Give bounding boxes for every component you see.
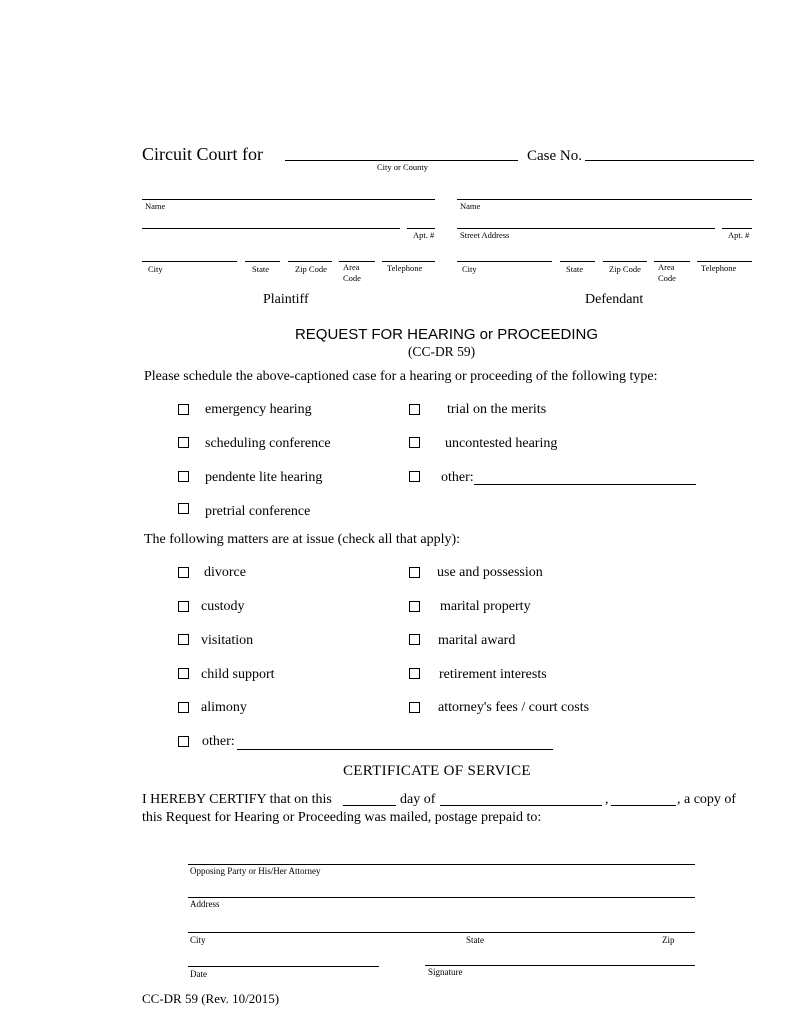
certificate-heading: CERTIFICATE OF SERVICE <box>343 763 531 779</box>
emergency-hearing-label: emergency hearing <box>205 402 312 417</box>
marital-award-label: marital award <box>438 633 516 648</box>
defendant-apt-caption: Apt. # <box>728 230 750 240</box>
uncontested-hearing-checkbox[interactable] <box>409 437 420 448</box>
state-caption: State <box>466 935 484 945</box>
defendant-street-field[interactable] <box>457 228 715 229</box>
plaintiff-state-caption: State <box>252 264 269 274</box>
defendant-state-caption: State <box>566 264 583 274</box>
divorce-checkbox[interactable] <box>178 567 189 578</box>
matters-intro: The following matters are at issue (check all that apply): <box>144 532 461 547</box>
defendant-role-label: Defendant <box>585 292 644 307</box>
certify-month-field[interactable] <box>440 805 602 806</box>
pretrial-conference-checkbox[interactable] <box>178 503 189 514</box>
plaintiff-city-field[interactable] <box>142 261 237 262</box>
defendant-zip-caption: Zip Code <box>609 264 641 274</box>
use-and-possession-checkbox[interactable] <box>409 567 420 578</box>
address-caption: Address <box>190 899 220 909</box>
retirement-interests-label: retirement interests <box>439 667 547 682</box>
city-caption: City <box>190 935 206 945</box>
pendente-lite-hearing-label: pendente lite hearing <box>205 470 323 485</box>
attorney-fees-label: attorney's fees / court costs <box>438 700 590 715</box>
address-field[interactable] <box>188 897 695 898</box>
child-support-label: child support <box>201 667 275 682</box>
defendant-apt-field[interactable] <box>722 228 752 229</box>
certify-text-b: day of <box>400 792 436 807</box>
signature-field[interactable] <box>425 965 695 966</box>
plaintiff-apt-field[interactable] <box>407 228 435 229</box>
plaintiff-name-field[interactable] <box>142 199 435 200</box>
certify-text-line2: this Request for Hearing or Proceeding was mailed, postage prepaid to: <box>142 810 542 825</box>
plaintiff-telephone-field[interactable] <box>382 261 435 262</box>
alimony-label: alimony <box>201 700 247 715</box>
defendant-city-field[interactable] <box>457 261 552 262</box>
plaintiff-zip-field[interactable] <box>288 261 332 262</box>
child-support-checkbox[interactable] <box>178 668 189 679</box>
use-and-possession-label: use and possession <box>437 565 543 580</box>
defendant-city-caption: City <box>462 264 477 274</box>
schedule-other-field[interactable] <box>474 484 696 485</box>
schedule-other-checkbox[interactable] <box>409 471 420 482</box>
defendant-name-caption: Name <box>460 201 481 211</box>
scheduling-conference-label: scheduling conference <box>205 436 331 451</box>
plaintiff-zip-caption: Zip Code <box>295 264 327 274</box>
plaintiff-role-label: Plaintiff <box>263 292 309 307</box>
zip-caption: Zip <box>662 935 675 945</box>
defendant-street-caption: Street Address <box>460 230 510 240</box>
city-state-zip-field[interactable] <box>188 932 695 933</box>
plaintiff-state-field[interactable] <box>245 261 280 262</box>
signature-caption: Signature <box>428 967 463 977</box>
date-field[interactable] <box>188 966 379 967</box>
certify-text-d: , a copy of <box>677 792 737 807</box>
defendant-telephone-caption: Telephone <box>701 263 737 273</box>
custody-label: custody <box>201 599 245 614</box>
uncontested-hearing-label: uncontested hearing <box>445 436 558 451</box>
plaintiff-name-caption: Name <box>145 201 166 211</box>
form-id-footer: CC-DR 59 (Rev. 10/2015) <box>142 991 280 1006</box>
pendente-lite-hearing-checkbox[interactable] <box>178 471 189 482</box>
opposing-party-caption: Opposing Party or His/Her Attorney <box>190 866 321 876</box>
attorney-fees-checkbox[interactable] <box>409 702 420 713</box>
marital-award-checkbox[interactable] <box>409 634 420 645</box>
document-title: REQUEST FOR HEARING or PROCEEDING <box>294 326 599 343</box>
custody-checkbox[interactable] <box>178 601 189 612</box>
opposing-party-field[interactable] <box>188 864 695 865</box>
marital-property-checkbox[interactable] <box>409 601 420 612</box>
defendant-state-field[interactable] <box>560 261 595 262</box>
certify-text-c: , <box>605 792 609 807</box>
form-code: (CC-DR 59) <box>407 344 476 359</box>
visitation-label: visitation <box>201 633 254 648</box>
matters-other-label: other: <box>202 734 235 749</box>
defendant-telephone-field[interactable] <box>697 261 752 262</box>
emergency-hearing-checkbox[interactable] <box>178 404 189 415</box>
plaintiff-street-field[interactable] <box>142 228 400 229</box>
defendant-area-caption: Area Code <box>658 262 676 283</box>
matters-other-field[interactable] <box>237 749 553 750</box>
schedule-intro: Please schedule the above-captioned case for a hearing or proceeding of the following type: <box>144 369 658 384</box>
scheduling-conference-checkbox[interactable] <box>178 437 189 448</box>
visitation-checkbox[interactable] <box>178 634 189 645</box>
trial-on-merits-label: trial on the merits <box>447 402 547 417</box>
pretrial-conference-label: pretrial conference <box>205 504 311 519</box>
plaintiff-telephone-caption: Telephone <box>387 263 423 273</box>
defendant-zip-field[interactable] <box>603 261 647 262</box>
date-caption: Date <box>190 969 207 979</box>
plaintiff-apt-caption: Apt. # <box>413 230 435 240</box>
certify-year-field[interactable] <box>611 805 676 806</box>
plaintiff-area-caption: Area Code <box>343 262 361 283</box>
divorce-label: divorce <box>204 565 246 580</box>
certify-text-a: I HEREBY CERTIFY that on this <box>142 792 332 807</box>
case-no-label: Case No. <box>527 148 582 164</box>
city-county-caption: City or County <box>377 162 429 172</box>
court-label: Circuit Court for <box>142 144 263 164</box>
trial-on-merits-checkbox[interactable] <box>409 404 420 415</box>
schedule-other-label: other: <box>441 470 474 485</box>
marital-property-label: marital property <box>440 599 531 614</box>
matters-other-checkbox[interactable] <box>178 736 189 747</box>
certify-day-field[interactable] <box>343 805 396 806</box>
alimony-checkbox[interactable] <box>178 702 189 713</box>
plaintiff-city-caption: City <box>148 264 163 274</box>
city-county-field[interactable] <box>285 160 518 161</box>
defendant-name-field[interactable] <box>457 199 752 200</box>
case-no-field[interactable] <box>585 160 754 161</box>
retirement-interests-checkbox[interactable] <box>409 668 420 679</box>
